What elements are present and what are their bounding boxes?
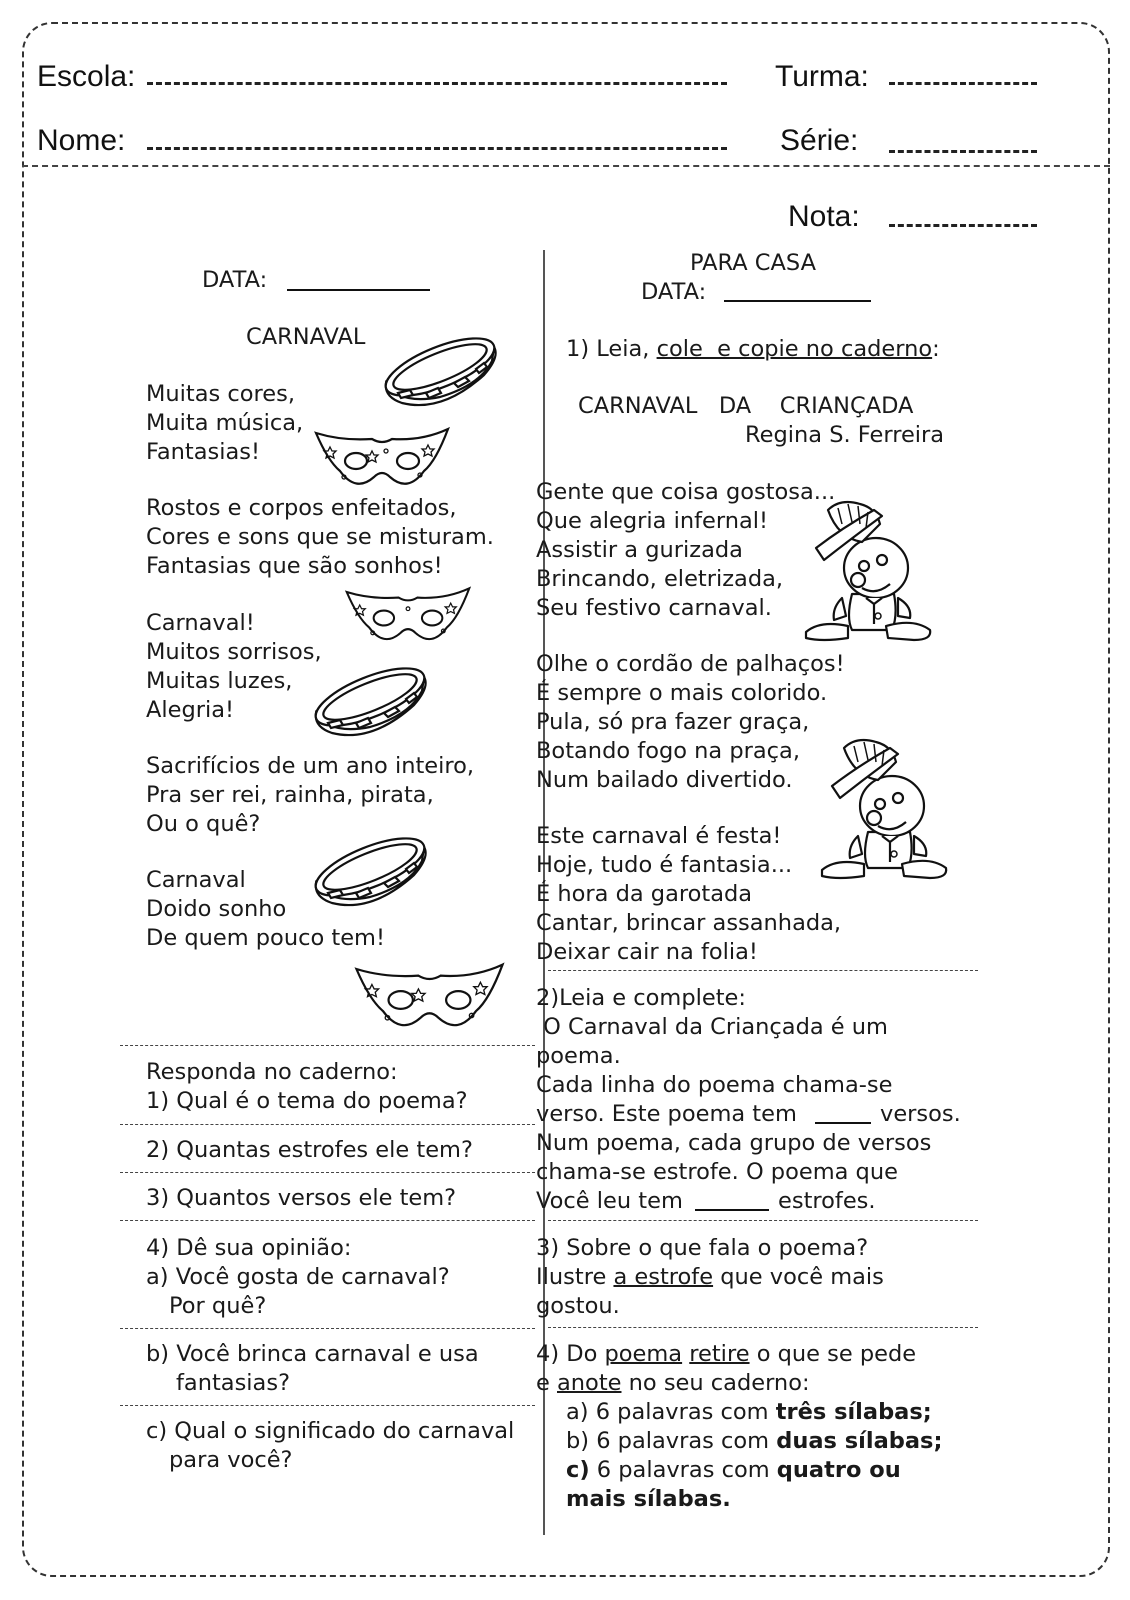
exercise-2-line: Você leu tem: [536, 1188, 683, 1214]
exercise-4-line: 4) Do poema retire o que se pede: [536, 1341, 917, 1367]
exercise-2-line: O Carnaval da Criançada é um: [536, 1014, 888, 1040]
turma-field[interactable]: [889, 82, 1037, 85]
question-1: 1) Qual é o tema do poema?: [146, 1088, 468, 1114]
verse: Ou o quê?: [146, 811, 261, 837]
verse: Este carnaval é festa!: [536, 823, 782, 849]
verse: Gente que coisa gostosa...: [536, 479, 836, 505]
separator: [548, 1327, 978, 1328]
verse: Muitas cores,: [146, 381, 296, 407]
clown-icon: [818, 736, 953, 884]
exercise-4-item-c: c) 6 palavras com quatro ou: [566, 1457, 901, 1483]
exercise-2-title: 2)Leia e complete:: [536, 985, 746, 1011]
separator: [120, 1124, 535, 1125]
verse: É sempre o mais colorido.: [536, 680, 828, 706]
separator: [120, 1045, 535, 1046]
serie-label: Série:: [780, 124, 859, 157]
question-4c: c) Qual o significado do carnaval: [146, 1418, 515, 1444]
tambourine-icon: [380, 335, 505, 415]
separator: [548, 970, 978, 971]
right-poem-title: CARNAVAL DA CRIANÇADA: [578, 393, 914, 419]
carnival-mask-icon: [352, 960, 507, 1040]
question-2: 2) Quantas estrofes ele tem?: [146, 1137, 473, 1163]
verse: Fantasias!: [146, 439, 261, 465]
verse: Deixar cair na folia!: [536, 939, 758, 965]
exercise-4-item-a: a) 6 palavras com três sílabas;: [566, 1399, 932, 1425]
exercise-2-line: Num poema, cada grupo de versos: [536, 1130, 932, 1156]
separator: [120, 1328, 535, 1329]
verse: É hora da garotada: [536, 881, 753, 907]
verse: Muitas luzes,: [146, 668, 293, 694]
exercise-2-line: estrofes.: [778, 1188, 876, 1214]
question-4a: a) Você gosta de carnaval?: [146, 1264, 450, 1290]
separator: [120, 1220, 535, 1221]
left-data-label: DATA:: [202, 267, 268, 293]
exercise-2-line: chama-se estrofe. O poema que: [536, 1159, 898, 1185]
verse: Muitos sorrisos,: [146, 639, 322, 665]
verse: Hoje, tudo é fantasia...: [536, 852, 793, 878]
nome-field[interactable]: [147, 147, 727, 150]
escola-field[interactable]: [147, 82, 727, 85]
verse: Muita música,: [146, 410, 304, 436]
responda-label: Responda no caderno:: [146, 1059, 398, 1085]
verse: Carnaval!: [146, 610, 255, 636]
para-casa-title: PARA CASA: [690, 250, 816, 276]
right-data-blank[interactable]: [724, 300, 871, 302]
verse: Botando fogo na praça,: [536, 738, 800, 764]
separator: [548, 1220, 978, 1221]
question-4: 4) Dê sua opinião:: [146, 1235, 352, 1261]
verse: Pula, só pra fazer graça,: [536, 709, 810, 735]
verse: Sacrifícios de um ano inteiro,: [146, 753, 475, 779]
exercise-4-item-c-cont: mais sílabas.: [566, 1486, 731, 1512]
separator: [120, 1405, 535, 1406]
exercise-3-line: 3) Sobre o que fala o poema?: [536, 1235, 869, 1261]
left-poem-title: CARNAVAL: [246, 324, 366, 350]
question-4b: b) Você brinca carnaval e usa: [146, 1341, 479, 1367]
turma-label: Turma:: [775, 60, 869, 93]
exercise-2-line: Cada linha do poema chama-se: [536, 1072, 893, 1098]
question-4a-cont: Por quê?: [169, 1293, 267, 1319]
carnival-mask-icon: [343, 582, 473, 654]
verse: Alegria!: [146, 697, 235, 723]
question-4b-cont: fantasias?: [176, 1370, 291, 1396]
exercise-2-line: verso. Este poema tem: [536, 1101, 797, 1127]
verse: Olhe o cordão de palhaços!: [536, 651, 845, 677]
nota-label: Nota:: [788, 200, 860, 233]
verse: Cantar, brincar assanhada,: [536, 910, 842, 936]
verse: Que alegria infernal!: [536, 508, 769, 534]
separator: [120, 1172, 535, 1173]
stanzas-count-blank[interactable]: [695, 1209, 769, 1211]
carnival-mask-icon: [312, 425, 452, 497]
right-data-label: DATA:: [641, 279, 707, 305]
exercise-3-line: gostou.: [536, 1293, 620, 1319]
exercise-4-line: e anote no seu caderno:: [536, 1370, 810, 1396]
exercise-4-item-b: b) 6 palavras com duas sílabas;: [566, 1428, 943, 1454]
exercise-2-line: versos.: [880, 1101, 961, 1127]
nome-label: Nome:: [37, 124, 126, 157]
verse: Cores e sons que se misturam.: [146, 524, 494, 550]
header-divider: [22, 165, 1110, 167]
serie-field[interactable]: [889, 150, 1037, 153]
exercise-3-line: Ilustre a estrofe que você mais: [536, 1264, 884, 1290]
left-data-blank[interactable]: [287, 289, 430, 291]
verse: Carnaval: [146, 867, 246, 893]
tambourine-icon: [310, 835, 435, 915]
tambourine-icon: [310, 665, 435, 745]
question-4c-cont: para você?: [169, 1447, 293, 1473]
verse: Brincando, eletrizada,: [536, 566, 784, 592]
escola-label: Escola:: [37, 60, 136, 93]
verse: Seu festivo carnaval.: [536, 595, 772, 621]
verse: Num bailado divertido.: [536, 767, 793, 793]
exercise-1: 1) Leia, cole e copie no caderno:: [566, 336, 940, 362]
verse: Fantasias que são sonhos!: [146, 553, 443, 579]
verse: Rostos e corpos enfeitados,: [146, 495, 457, 521]
exercise-2-line: poema.: [536, 1043, 621, 1069]
verse: Pra ser rei, rainha, pirata,: [146, 782, 434, 808]
verse: Doido sonho: [146, 896, 287, 922]
verse: Assistir a gurizada: [536, 537, 743, 563]
nota-field[interactable]: [889, 224, 1037, 227]
verse: De quem pouco tem!: [146, 925, 385, 951]
poem-author: Regina S. Ferreira: [745, 422, 945, 448]
clown-icon: [802, 498, 937, 646]
question-3: 3) Quantos versos ele tem?: [146, 1185, 457, 1211]
verses-count-blank[interactable]: [815, 1122, 871, 1124]
